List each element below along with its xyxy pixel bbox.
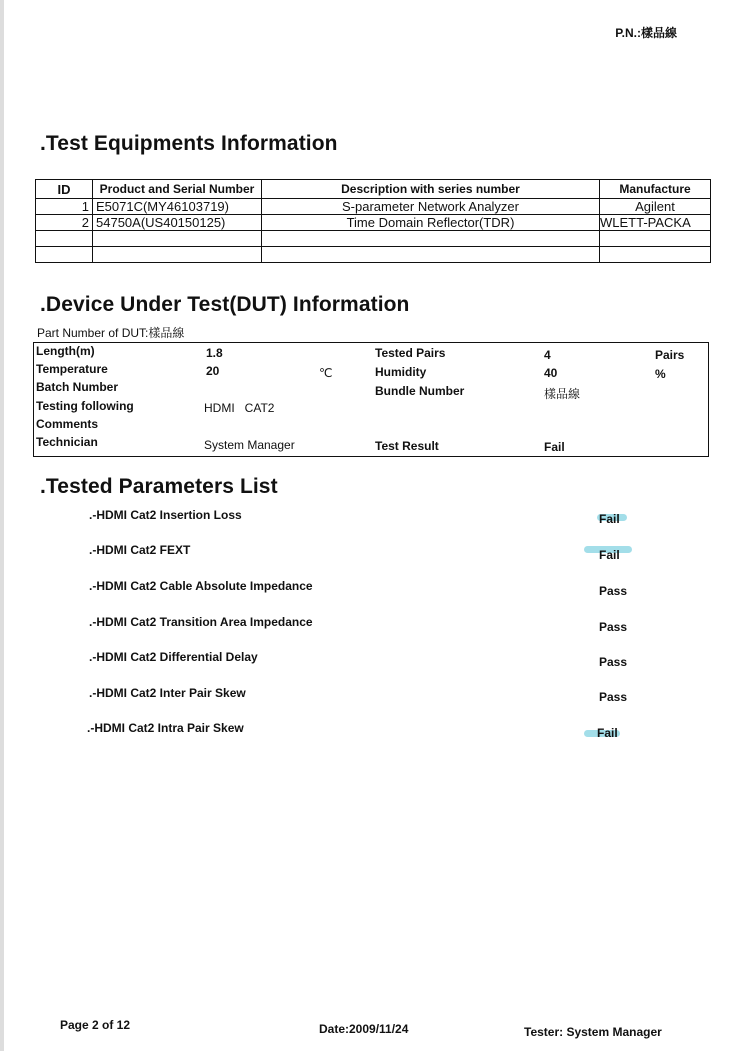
comments-label: Comments [36,417,99,431]
param-name: .-HDMI Cat2 Cable Absolute Impedance [89,579,313,593]
technician-label: Technician [36,435,98,449]
dut-info-box [33,342,709,457]
testing-label: Testing following [36,399,134,413]
table-cell: Agilent [600,199,711,215]
param-name: .-HDMI Cat2 FEXT [89,543,191,557]
temperature-value: 20 [206,364,220,378]
humidity-unit: % [655,367,666,381]
technician-value: System Manager [204,438,295,452]
param-result: Fail [597,726,618,740]
table-row [36,231,711,247]
table-cell [93,231,262,247]
table-cell: WLETT-PACKA [600,215,711,231]
dut-part-number: Part Number of DUT:樣品線 [37,326,185,340]
humidity-value: 40 [544,366,558,380]
table-cell [600,247,711,263]
part-number-header: P.N.:樣品線 [615,26,677,40]
param-result: Fail [599,548,620,562]
param-result: Pass [599,690,628,704]
result-label: Test Result [375,439,439,453]
table-cell [36,247,93,263]
equipment-table [35,179,711,263]
table-cell [262,231,600,247]
length-label: Length(m) [36,344,95,358]
param-result: Pass [599,620,628,634]
testing-value: HDMI CAT2 [204,401,275,415]
table-cell: 1 [36,199,93,215]
column-header-description: Description with series number [262,180,600,199]
table-cell [36,231,93,247]
table-row [36,199,711,215]
footer-page: Page 2 of 12 [60,1018,131,1032]
footer-tester: Tester: System Manager [524,1025,662,1039]
table-cell: Time Domain Reflector(TDR) [262,215,600,231]
param-name: .-HDMI Cat2 Differential Delay [89,650,258,664]
table-cell: 54750A(US40150125) [93,215,262,231]
table-row [36,247,711,263]
pairs-value: 4 [544,348,551,362]
dut-section-title: .Device Under Test(DUT) Information [40,293,410,316]
table-cell: 2 [36,215,93,231]
param-result: Pass [599,655,628,669]
table-cell: S-parameter Network Analyzer [262,199,600,215]
pairs-unit: Pairs [655,348,685,362]
param-name: .-HDMI Cat2 Transition Area Impedance [89,615,313,629]
table-cell [600,231,711,247]
length-value: 1.8 [206,346,223,360]
column-header-product: Product and Serial Number [93,180,262,199]
table-cell [93,247,262,263]
table-row [36,215,711,231]
table-cell [262,247,600,263]
pairs-label: Tested Pairs [375,346,446,360]
param-name: .-HDMI Cat2 Inter Pair Skew [89,686,246,700]
column-header-manufacture: Manufacture [600,180,711,199]
table-header-row [36,180,711,199]
param-name: .-HDMI Cat2 Intra Pair Skew [87,721,244,735]
param-result: Fail [599,512,620,526]
param-name: .-HDMI Cat2 Insertion Loss [89,508,242,522]
result-value: Fail [544,440,565,454]
temperature-unit: ℃ [319,366,333,380]
bundle-label: Bundle Number [375,384,465,398]
params-section-title: .Tested Parameters List [40,475,278,498]
bundle-value: 樣品線 [544,387,581,401]
humidity-label: Humidity [375,365,427,379]
table-cell: E5071C(MY46103719) [93,199,262,215]
temperature-label: Temperature [36,362,108,376]
batch-label: Batch Number [36,380,119,394]
scan-edge [0,0,4,1051]
footer-date: Date:2009/11/24 [319,1022,409,1036]
equipment-section-title: .Test Equipments Information [40,132,338,155]
column-header-id: ID [36,180,93,199]
param-result: Pass [599,584,628,598]
